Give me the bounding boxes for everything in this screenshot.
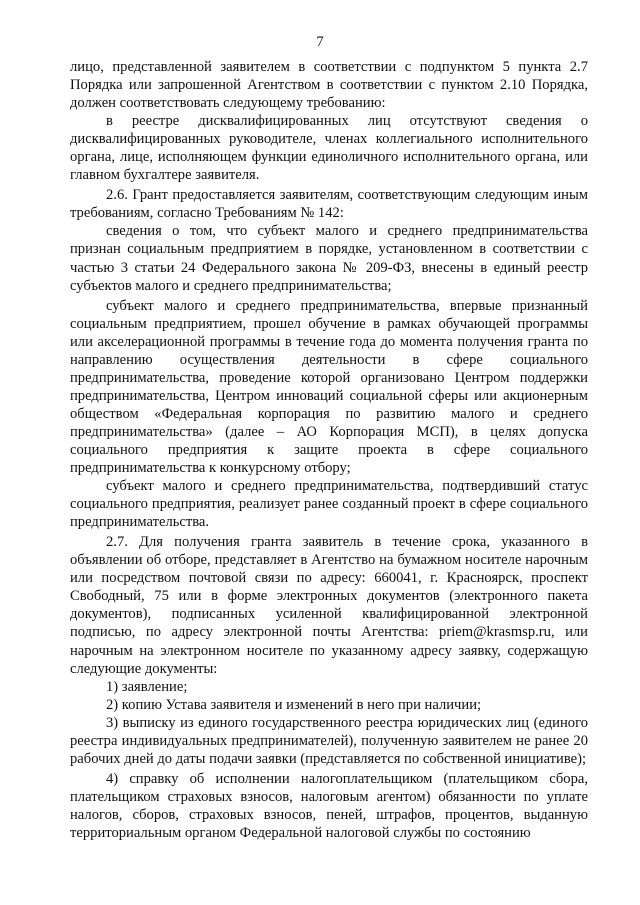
list-item-3: 3) выписку из единого государственного реестра юридических лиц (единого реестра индивидуальных предпринимателей), полученную заявителем не ранее 20 рабочих дней до даты подачи заявки (представляется по собственной инициативе); (70, 714, 588, 767)
list-item-1: 1) заявление; (106, 678, 188, 695)
paragraph-section-2-7: 2.7. Для получения гранта заявитель в течение срока, указанного в объявлении об отборе, представляет в Агентство на бумажном носителе нарочным или посредством почтовой связи по адресу: 660041, г. Красноярск, проспект Свободный, 75 или в форме электронных документов (электронного пакета документов), подписанных усиленной квалифицированной электронной подписью, по адресу электронной почты Агентства: priem@krasmsp.ru, или нарочным на электронном носителе по указанному адресу заявку, содержащую следующие документы: (70, 534, 588, 677)
paragraph-training-program: субъект малого и среднего предпринимательства, впервые признанный социальным предприятием, прошел обучение в рамках обучающей программы или акселерационной программы в течение года до момента получения гранта по направлению осуществления деятельности в сфере социального предпринимательства, проведение которой организовано Центром поддержки предпринимательства, Центром инноваций социальной сферы или акционерным обществом «Федеральная корпорация по развитию малого и среднего предпринимательства» (далее – АО Корпорация МСП), в целях допуска социального предприятия к защите проекта в сфере социального предпринимательства к конкурсному отбору; (70, 297, 588, 477)
list-item-4: 4) справку об исполнении налогоплательщиком (плательщиком сбора, плательщиком страховых взносов, налоговым агентом) обязанности по уплате налогов, сборов, страховых взносов, пеней, штрафов, процентов, выданную территориальным органом Федеральной налоговой службы по состоянию (70, 770, 588, 841)
paragraph-disqualified-persons: в реестре дисквалифицированных лиц отсутствуют сведения о дисквалифицированных руководителе, членах коллегиального исполнительного органа, лице, исполняющем функции единоличного исполнительного органа, или главном бухгалтере заявителя. (70, 113, 588, 184)
paragraph-continuation: лицо, представленной заявителем в соответствии с подпунктом 5 пункта 2.7 Порядка или запрошенной Агентством в соответствии с пунктом 2.10 Порядка, должен соответствовать следующему требованию: (70, 59, 588, 112)
page-number: 7 (316, 34, 324, 50)
paragraph-social-enterprise-register: сведения о том, что субъект малого и среднего предпринимательства признан социальным предприятием в порядке, установленном в соответствии с частью 3 статьи 24 Федерального закона № 209-ФЗ, внесены в единый реестр субъектов малого и среднего предпринимательства; (70, 223, 588, 294)
document-body (70, 58, 588, 842)
paragraph-section-2-6: 2.6. Грант предоставляется заявителям, соответствующим следующим иным требованиям, согласно Требованиям № 142: (70, 187, 588, 222)
paragraph-confirmed-status: субъект малого и среднего предпринимательства, подтвердивший статус социального предприятия, реализует ранее созданный проект в сфере социального предпринимательства. (70, 478, 588, 531)
list-item-2: 2) копию Устава заявителя и изменений в него при наличии; (106, 696, 482, 713)
